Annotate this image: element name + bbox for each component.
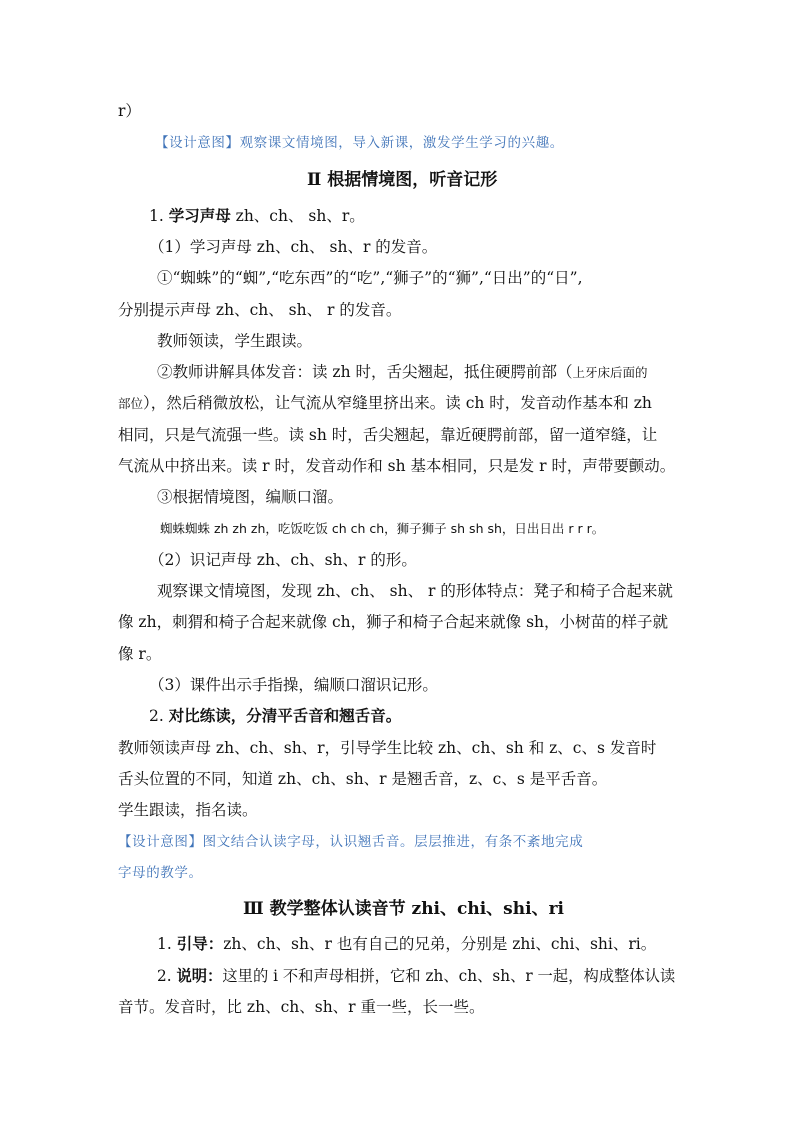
item-text: zh、ch、sh、r 也有自己的兄弟，分别是 zhi、chi、shi、ri。 [223, 935, 657, 953]
numbered-item [157, 966, 675, 986]
item-title: 说明： [176, 966, 223, 985]
paragraph-line: 观察课文情境图，发现 zh、ch、 sh、 r 的形体特点：凳子和椅子合起来就 [157, 582, 673, 600]
design-intent-note: 【设计意图】图文结合认读字母，认识翘舌音。层层推进，有条不紊地完成 [118, 834, 584, 850]
numbered-item [149, 706, 401, 726]
item-title: 学习声母 [168, 206, 231, 225]
paragraph-line: 像 r。 [118, 645, 162, 663]
parenthetical-note: 上牙床后面的 [572, 365, 648, 380]
text-run: ②教师讲解具体发音：读 zh 时，舌尖翘起，抵住硬腭前部（ [157, 363, 573, 381]
numbered-item [157, 934, 656, 954]
design-intent-note: 【设计意图】观察课文情境图，导入新课，激发学生学习的兴趣。 [155, 135, 564, 151]
parenthetical-note: 部位 [118, 396, 144, 411]
section-heading: Ⅱ 根据情境图，听音记形 [307, 170, 498, 190]
item-title: 引导： [176, 934, 224, 953]
paragraph-line [157, 362, 648, 383]
sub-item: （2）识记声母 zh、ch、sh、r 的形。 [149, 551, 417, 569]
item-number: 2. [157, 967, 177, 985]
paragraph-line: 气流从中挤出来。读 r 时，发音动作和 sh 基本相同，只是发 r 时，声带要颤动。 [118, 457, 676, 475]
paragraph-line: ①“蜘蛛”的“蜘”,“吃东西”的“吃”,“狮子”的“狮”,“日出”的“日”, [157, 269, 583, 287]
item-number: 1. [157, 935, 177, 953]
text-run: ），然后稍微放松，让气流从窄缝里挤出来。读 ch 时，发音动作基本和 zh [143, 394, 652, 412]
paragraph-line: 像 zh，刺猬和椅子合起来就像 ch，狮子和椅子合起来就像 sh，小树苗的样子就 [118, 613, 669, 631]
item-number: 1. [149, 207, 169, 225]
rhyme-line: 蜘蛛蜘蛛 zh zh zh，吃饭吃饭 ch ch ch，狮子狮子 sh sh sh，日出日出 r r r。 [160, 521, 605, 536]
design-intent-note: 字母的教学。 [118, 865, 203, 881]
sub-item: （3）课件出示手指操，编顺口溜识记形。 [149, 676, 438, 694]
item-text: 这里的 i 不和声母相拼，它和 zh、ch、sh、r 一起，构成整体认读 [222, 967, 676, 985]
section-heading: Ⅲ 教学整体认读音节 zhi、chi、shi、ri [243, 899, 564, 919]
item-title: 对比练读，分清平舌音和翘舌音。 [168, 706, 402, 725]
numbered-item [149, 206, 365, 226]
item-number: 2. [149, 707, 169, 725]
sub-item: （1）学习声母 zh、ch、 sh、r 的发音。 [149, 238, 438, 256]
paragraph: ③根据情境图，编顺口溜。 [157, 488, 344, 506]
paragraph-line: 分别提示声母 zh、ch、 sh、 r 的发音。 [118, 301, 402, 319]
paragraph: 教师领读，学生跟读。 [157, 332, 313, 350]
paragraph-line: 音节。发音时，比 zh、ch、sh、r 重一些，长一些。 [118, 998, 485, 1016]
paragraph-line [118, 393, 652, 414]
paragraph-line: 教师领读声母 zh、ch、sh、r，引导学生比较 zh、ch、sh 和 z、c、s 发音时 [118, 739, 657, 757]
text-line: r） [118, 102, 141, 120]
item-text: zh、ch、 sh、r。 [230, 207, 365, 225]
paragraph: 学生跟读，指名读。 [118, 801, 258, 819]
paragraph-line: 相同，只是气流强一些。读 sh 时，舌尖翘起，靠近硬腭前部，留一道窄缝，让 [118, 426, 658, 444]
paragraph-line: 舌头位置的不同，知道 zh、ch、sh、r 是翘舌音，z、c、s 是平舌音。 [118, 770, 608, 788]
